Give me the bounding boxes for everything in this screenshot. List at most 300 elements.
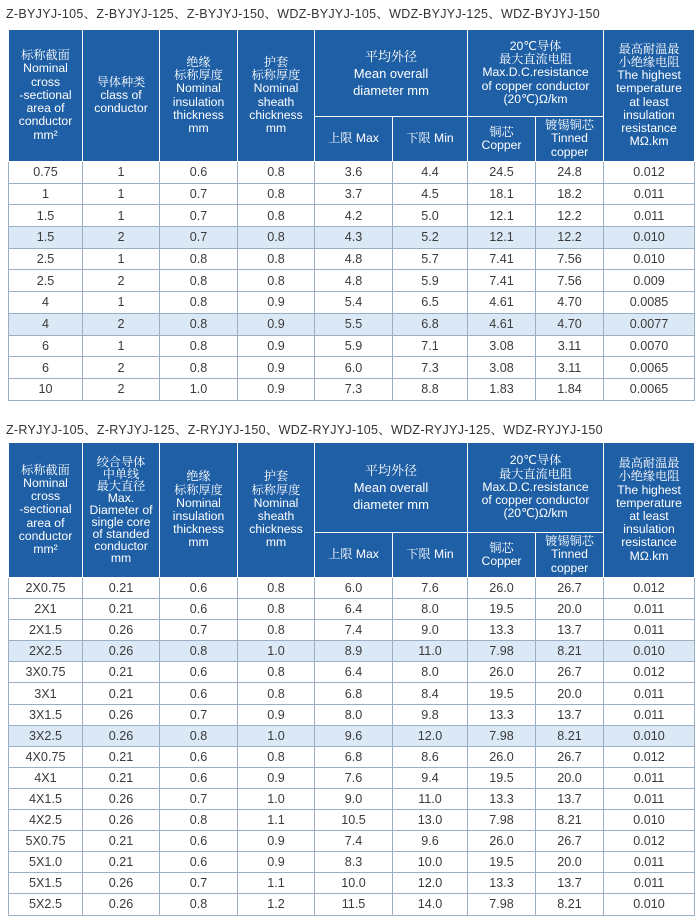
cell-tinned: 8.21 xyxy=(536,810,604,831)
cell-conductor: 0.21 xyxy=(83,599,160,620)
cell-upper: 7.3 xyxy=(315,378,393,400)
table-row xyxy=(9,894,695,915)
table-row xyxy=(9,873,695,894)
header-line: 最大直径 xyxy=(96,479,146,493)
cell-copper: 13.3 xyxy=(468,704,536,725)
cell-conductor: 0.26 xyxy=(83,620,160,641)
cell-lower: 8.6 xyxy=(393,746,468,767)
cell-insulation-resistance: 0.009 xyxy=(604,270,695,292)
cell-insulation: 0.8 xyxy=(160,313,238,335)
cell-tinned: 3.11 xyxy=(536,357,604,379)
header-line: at least xyxy=(629,509,669,523)
header-line: 标称厚度 xyxy=(251,68,301,83)
cell-insulation: 1.0 xyxy=(160,378,238,400)
header-insulation-resistance xyxy=(604,443,695,578)
header-line: area of xyxy=(26,515,65,530)
header-line: (20℃)Ω/km xyxy=(503,506,568,521)
header-line: -sectional xyxy=(19,87,72,102)
cell-insulation-resistance: 0.011 xyxy=(604,183,695,205)
cell-insulation: 0.8 xyxy=(160,894,238,915)
header-resistance xyxy=(468,443,604,533)
cell-insulation-resistance: 0.012 xyxy=(604,746,695,767)
table-row xyxy=(9,357,695,379)
header-upper: 上限 Max xyxy=(315,117,393,162)
header-line: The highest xyxy=(617,482,681,497)
cell-sheath: 0.8 xyxy=(238,205,315,227)
cell-insulation: 0.6 xyxy=(160,683,238,704)
header-line: insulation xyxy=(172,509,225,523)
cell-sheath: 0.8 xyxy=(238,270,315,292)
header-resistance xyxy=(468,30,604,117)
cell-copper: 3.08 xyxy=(468,357,536,379)
header-line: mm² xyxy=(33,542,58,556)
cell-sheath: 1.0 xyxy=(238,641,315,662)
cell-tinned: 20.0 xyxy=(536,599,604,620)
cell-copper: 24.5 xyxy=(468,162,536,184)
cell-tinned: 24.8 xyxy=(536,162,604,184)
cell-tinned: 4.70 xyxy=(536,292,604,314)
cell-insulation-resistance: 0.010 xyxy=(604,641,695,662)
cell-conductor: 2 xyxy=(83,270,160,292)
cell-insulation-resistance: 0.0065 xyxy=(604,378,695,400)
cell-conductor: 0.21 xyxy=(83,683,160,704)
header-line: MΩ.km xyxy=(629,548,669,563)
header-insulation-resistance xyxy=(604,30,695,162)
header-line: Max.D.C.resistance xyxy=(482,65,589,80)
header-line: conductor xyxy=(18,114,73,129)
cell-upper: 3.7 xyxy=(315,183,393,205)
cell-section: 3X1 xyxy=(9,683,83,704)
cell-insulation: 0.6 xyxy=(160,662,238,683)
header-line: single core xyxy=(91,515,151,529)
cell-insulation: 0.6 xyxy=(160,578,238,599)
cell-section: 5X2.5 xyxy=(9,894,83,915)
table-row xyxy=(9,852,695,873)
cell-conductor: 0.26 xyxy=(83,894,160,915)
cell-copper: 3.08 xyxy=(468,335,536,357)
cell-insulation-resistance: 0.011 xyxy=(604,683,695,704)
cell-upper: 8.3 xyxy=(315,852,393,873)
cell-tinned: 1.84 xyxy=(536,378,604,400)
cell-sheath: 0.9 xyxy=(238,313,315,335)
cell-insulation-resistance: 0.010 xyxy=(604,725,695,746)
cell-copper: 18.1 xyxy=(468,183,536,205)
cell-upper: 4.2 xyxy=(315,205,393,227)
cell-upper: 6.8 xyxy=(315,746,393,767)
cell-copper: 7.41 xyxy=(468,270,536,292)
cell-tinned: 20.0 xyxy=(536,683,604,704)
cell-conductor: 0.21 xyxy=(83,662,160,683)
cell-section: 10 xyxy=(9,378,83,400)
cell-sheath: 0.8 xyxy=(238,683,315,704)
cell-copper: 7.98 xyxy=(468,810,536,831)
cell-lower: 9.4 xyxy=(393,767,468,788)
header-line: Nominal xyxy=(176,81,221,96)
header-line: Nominal xyxy=(253,81,299,96)
header-line: 最高耐温最 xyxy=(618,41,680,56)
header-tinned xyxy=(536,533,604,578)
table-row xyxy=(9,205,695,227)
cell-sheath: 0.8 xyxy=(238,162,315,184)
cell-insulation-resistance: 0.011 xyxy=(604,205,695,227)
table1 xyxy=(8,29,695,401)
cell-insulation: 0.7 xyxy=(160,205,238,227)
cell-copper: 12.1 xyxy=(468,205,536,227)
header-line: 平均外径 xyxy=(365,463,418,478)
cell-lower: 11.0 xyxy=(393,641,468,662)
cell-copper: 26.0 xyxy=(468,746,536,767)
cell-insulation-resistance: 0.011 xyxy=(604,852,695,873)
cell-lower: 5.2 xyxy=(393,227,468,249)
cell-tinned: 13.7 xyxy=(536,620,604,641)
cell-insulation-resistance: 0.011 xyxy=(604,599,695,620)
cell-tinned: 13.7 xyxy=(536,788,604,809)
header-line: 铜芯 xyxy=(489,540,514,555)
cell-sheath: 0.8 xyxy=(238,620,315,641)
cell-upper: 6.4 xyxy=(315,599,393,620)
cell-section: 6 xyxy=(9,357,83,379)
cell-upper: 7.4 xyxy=(315,620,393,641)
header-line: 20℃导体 xyxy=(509,453,562,468)
cell-upper: 10.0 xyxy=(315,873,393,894)
cell-sheath: 1.0 xyxy=(238,788,315,809)
cell-tinned: 18.2 xyxy=(536,183,604,205)
header-line: of standed xyxy=(92,527,150,541)
cell-section: 4X1.5 xyxy=(9,788,83,809)
table-row xyxy=(9,662,695,683)
cell-insulation-resistance: 0.0077 xyxy=(604,313,695,335)
table-row xyxy=(9,378,695,400)
header-line: sheath xyxy=(257,509,295,523)
cell-sheath: 1.0 xyxy=(238,725,315,746)
table-row xyxy=(9,183,695,205)
header-line: 护套 xyxy=(263,469,289,484)
cell-tinned: 7.56 xyxy=(536,248,604,270)
header-conductor xyxy=(83,443,160,578)
table-row xyxy=(9,162,695,184)
cell-upper: 5.9 xyxy=(315,335,393,357)
table-row xyxy=(9,831,695,852)
header-line: 标称截面 xyxy=(21,48,70,63)
cell-insulation-resistance: 0.010 xyxy=(604,227,695,249)
header-line: Nominal xyxy=(23,61,68,76)
cell-upper: 8.9 xyxy=(315,641,393,662)
cell-tinned: 26.7 xyxy=(536,831,604,852)
cell-insulation: 0.6 xyxy=(160,852,238,873)
header-sheath xyxy=(238,443,315,578)
cell-sheath: 0.8 xyxy=(238,183,315,205)
header-line: diameter mm xyxy=(353,82,429,98)
cell-sheath: 0.9 xyxy=(238,335,315,357)
cell-insulation-resistance: 0.0070 xyxy=(604,335,695,357)
cell-insulation: 0.7 xyxy=(160,788,238,809)
header-line: 最高耐温最 xyxy=(618,456,680,471)
header-line: at least xyxy=(629,94,669,109)
cell-section: 2X1 xyxy=(9,599,83,620)
cell-copper: 13.3 xyxy=(468,620,536,641)
header-line: Copper xyxy=(481,138,522,152)
header-line: Nominal xyxy=(253,495,299,510)
cell-upper: 3.6 xyxy=(315,162,393,184)
cell-section: 4X1 xyxy=(9,767,83,788)
cell-insulation: 0.8 xyxy=(160,810,238,831)
cell-sheath: 0.8 xyxy=(238,746,315,767)
cell-insulation: 0.7 xyxy=(160,620,238,641)
cell-insulation-resistance: 0.012 xyxy=(604,662,695,683)
header-line: 最大直流电阻 xyxy=(498,466,573,481)
cell-tinned: 12.2 xyxy=(536,205,604,227)
cell-upper: 6.0 xyxy=(315,357,393,379)
header-line: of copper conductor xyxy=(481,78,590,93)
table-row xyxy=(9,704,695,725)
cell-conductor: 1 xyxy=(83,162,160,184)
cell-insulation-resistance: 0.010 xyxy=(604,810,695,831)
cell-section: 1.5 xyxy=(9,227,83,249)
cell-lower: 14.0 xyxy=(393,894,468,915)
cell-lower: 5.0 xyxy=(393,205,468,227)
header-line: Max.D.C.resistance xyxy=(482,479,589,494)
cell-lower: 6.5 xyxy=(393,292,468,314)
cell-sheath: 0.9 xyxy=(238,704,315,725)
header-line: thickness xyxy=(173,522,224,537)
cell-insulation: 0.7 xyxy=(160,227,238,249)
header-section xyxy=(9,30,83,162)
cell-conductor: 0.21 xyxy=(83,831,160,852)
cell-sheath: 0.8 xyxy=(238,248,315,270)
header-line: conductor xyxy=(94,539,148,553)
cell-section: 3X1.5 xyxy=(9,704,83,725)
cell-lower: 9.6 xyxy=(393,831,468,852)
cell-lower: 8.8 xyxy=(393,378,468,400)
header-line: copper xyxy=(550,144,589,159)
cell-lower: 7.3 xyxy=(393,357,468,379)
header-line: chickness xyxy=(249,522,303,537)
cell-upper: 4.8 xyxy=(315,270,393,292)
cell-insulation: 0.6 xyxy=(160,162,238,184)
cell-section: 2X2.5 xyxy=(9,641,83,662)
header-line: mm² xyxy=(33,127,58,142)
cell-section: 4 xyxy=(9,292,83,314)
table-row xyxy=(9,313,695,335)
cell-copper: 13.3 xyxy=(468,873,536,894)
header-line: mm xyxy=(265,535,287,550)
cell-conductor: 1 xyxy=(83,183,160,205)
header-line: insulation xyxy=(623,107,675,122)
cell-tinned: 3.11 xyxy=(536,335,604,357)
cell-section: 2.5 xyxy=(9,270,83,292)
header-line: mm xyxy=(110,551,132,565)
header-section xyxy=(9,443,83,578)
cell-section: 6 xyxy=(9,335,83,357)
cell-lower: 5.7 xyxy=(393,248,468,270)
header-diameter xyxy=(315,30,468,117)
header-line: 标称厚度 xyxy=(174,68,223,83)
header-line: 镀锡铜芯 xyxy=(545,118,594,133)
cell-conductor: 1 xyxy=(83,205,160,227)
cell-copper: 19.5 xyxy=(468,852,536,873)
cell-section: 5X1.0 xyxy=(9,852,83,873)
cell-lower: 5.9 xyxy=(393,270,468,292)
header-line: 导体种类 xyxy=(96,74,146,89)
header-line: class of xyxy=(100,87,142,102)
cell-conductor: 0.21 xyxy=(83,767,160,788)
header-lower: 下限 Min xyxy=(393,117,468,162)
cell-sheath: 1.1 xyxy=(238,810,315,831)
cell-conductor: 2 xyxy=(83,378,160,400)
cell-lower: 11.0 xyxy=(393,788,468,809)
cell-upper: 6.8 xyxy=(315,683,393,704)
table-row xyxy=(9,620,695,641)
table1-title: Z-BYJYJ-105、Z-BYJYJ-125、Z-BYJYJ-150、WDZ-BYJYJ-105、WDZ-BYJYJ-125、WDZ-BYJYJ-150 xyxy=(6,7,601,21)
table-row xyxy=(9,599,695,620)
cell-insulation: 0.6 xyxy=(160,831,238,852)
cell-insulation-resistance: 0.010 xyxy=(604,894,695,915)
header-line: 最大直流电阻 xyxy=(498,52,573,67)
header-line: mm xyxy=(188,120,209,135)
cell-insulation: 0.8 xyxy=(160,725,238,746)
cell-copper: 26.0 xyxy=(468,578,536,599)
cell-sheath: 0.8 xyxy=(238,662,315,683)
cell-section: 1.5 xyxy=(9,205,83,227)
cell-section: 1 xyxy=(9,183,83,205)
header-line: diameter mm xyxy=(353,497,429,512)
table-row xyxy=(9,227,695,249)
header-line: of copper conductor xyxy=(481,493,590,508)
cell-insulation: 0.6 xyxy=(160,767,238,788)
cell-copper: 7.98 xyxy=(468,641,536,662)
cell-upper: 11.5 xyxy=(315,894,393,915)
header-line: temperature xyxy=(616,81,682,96)
cell-section: 0.75 xyxy=(9,162,83,184)
table-row xyxy=(9,767,695,788)
cell-insulation-resistance: 0.0065 xyxy=(604,357,695,379)
cell-copper: 7.41 xyxy=(468,248,536,270)
cell-lower: 13.0 xyxy=(393,810,468,831)
cell-tinned: 7.56 xyxy=(536,270,604,292)
header-line: -sectional xyxy=(19,502,72,517)
cell-lower: 8.4 xyxy=(393,683,468,704)
header-lower: 下限 Min xyxy=(393,533,468,578)
header-line: Mean overall xyxy=(353,65,429,81)
cell-tinned: 20.0 xyxy=(536,767,604,788)
cell-copper: 12.1 xyxy=(468,227,536,249)
cell-upper: 9.6 xyxy=(315,725,393,746)
cell-upper: 6.0 xyxy=(315,578,393,599)
table-row xyxy=(9,641,695,662)
cell-copper: 19.5 xyxy=(468,767,536,788)
table2 xyxy=(8,442,695,916)
cell-lower: 12.0 xyxy=(393,873,468,894)
cell-conductor: 0.21 xyxy=(83,578,160,599)
table-row xyxy=(9,335,695,357)
table-row xyxy=(9,270,695,292)
cell-section: 2.5 xyxy=(9,248,83,270)
cell-section: 4 xyxy=(9,313,83,335)
cell-copper: 26.0 xyxy=(468,662,536,683)
cell-section: 4X2.5 xyxy=(9,810,83,831)
cell-insulation-resistance: 0.011 xyxy=(604,767,695,788)
cell-section: 2X0.75 xyxy=(9,578,83,599)
header-line: 绝缘 xyxy=(186,54,211,69)
header-line: area of xyxy=(26,101,65,116)
header-line: 标称厚度 xyxy=(174,482,223,497)
header-line: mm xyxy=(188,535,209,550)
cell-upper: 4.3 xyxy=(315,227,393,249)
cell-insulation-resistance: 0.0085 xyxy=(604,292,695,314)
cell-lower: 4.4 xyxy=(393,162,468,184)
cell-insulation: 0.8 xyxy=(160,641,238,662)
cell-upper: 5.5 xyxy=(315,313,393,335)
header-line: conductor xyxy=(18,528,73,543)
cell-sheath: 0.9 xyxy=(238,852,315,873)
cell-conductor: 0.26 xyxy=(83,704,160,725)
cell-upper: 7.6 xyxy=(315,767,393,788)
cell-copper: 19.5 xyxy=(468,683,536,704)
header-line: 中单线 xyxy=(102,467,140,481)
cell-insulation-resistance: 0.011 xyxy=(604,788,695,809)
cell-conductor: 0.26 xyxy=(83,641,160,662)
cell-tinned: 26.7 xyxy=(536,746,604,767)
cell-upper: 4.8 xyxy=(315,248,393,270)
header-line: 镀锡铜芯 xyxy=(545,534,594,549)
cell-conductor: 1 xyxy=(83,335,160,357)
cell-upper: 6.4 xyxy=(315,662,393,683)
cell-sheath: 0.9 xyxy=(238,378,315,400)
header-line: 护套 xyxy=(263,54,289,69)
cell-tinned: 13.7 xyxy=(536,704,604,725)
cell-section: 3X0.75 xyxy=(9,662,83,683)
cell-insulation-resistance: 0.011 xyxy=(604,620,695,641)
cell-copper: 7.98 xyxy=(468,725,536,746)
cell-tinned: 12.2 xyxy=(536,227,604,249)
cell-insulation: 0.6 xyxy=(160,746,238,767)
cell-tinned: 4.70 xyxy=(536,313,604,335)
cell-sheath: 0.8 xyxy=(238,578,315,599)
header-line: Diameter of xyxy=(89,503,153,517)
cell-tinned: 13.7 xyxy=(536,873,604,894)
cell-conductor: 0.21 xyxy=(83,746,160,767)
header-line: 标称厚度 xyxy=(251,482,301,497)
cell-tinned: 20.0 xyxy=(536,852,604,873)
cell-tinned: 8.21 xyxy=(536,894,604,915)
cell-section: 5X1.5 xyxy=(9,873,83,894)
cell-lower: 8.0 xyxy=(393,662,468,683)
cell-conductor: 1 xyxy=(83,248,160,270)
header-line: 小绝缘电阻 xyxy=(618,469,680,484)
header-line: 标称截面 xyxy=(21,462,70,477)
cell-section: 2X1.5 xyxy=(9,620,83,641)
cell-section: 4X0.75 xyxy=(9,746,83,767)
header-line: Nominal xyxy=(176,495,221,510)
header-line: Tinned xyxy=(551,547,588,562)
cell-sheath: 1.1 xyxy=(238,873,315,894)
header-sheath xyxy=(238,30,315,162)
table-row xyxy=(9,725,695,746)
header-upper: 上限 Max xyxy=(315,533,393,578)
header-line: (20℃)Ω/km xyxy=(503,91,568,106)
header-line: sheath xyxy=(257,94,295,109)
cell-lower: 7.6 xyxy=(393,578,468,599)
cell-insulation: 0.8 xyxy=(160,248,238,270)
header-line: mm xyxy=(265,120,287,135)
cell-insulation-resistance: 0.012 xyxy=(604,831,695,852)
cell-lower: 9.0 xyxy=(393,620,468,641)
cell-section: 3X2.5 xyxy=(9,725,83,746)
cell-insulation: 0.8 xyxy=(160,292,238,314)
cell-tinned: 26.7 xyxy=(536,578,604,599)
header-line: chickness xyxy=(249,107,303,122)
cell-copper: 1.83 xyxy=(468,378,536,400)
